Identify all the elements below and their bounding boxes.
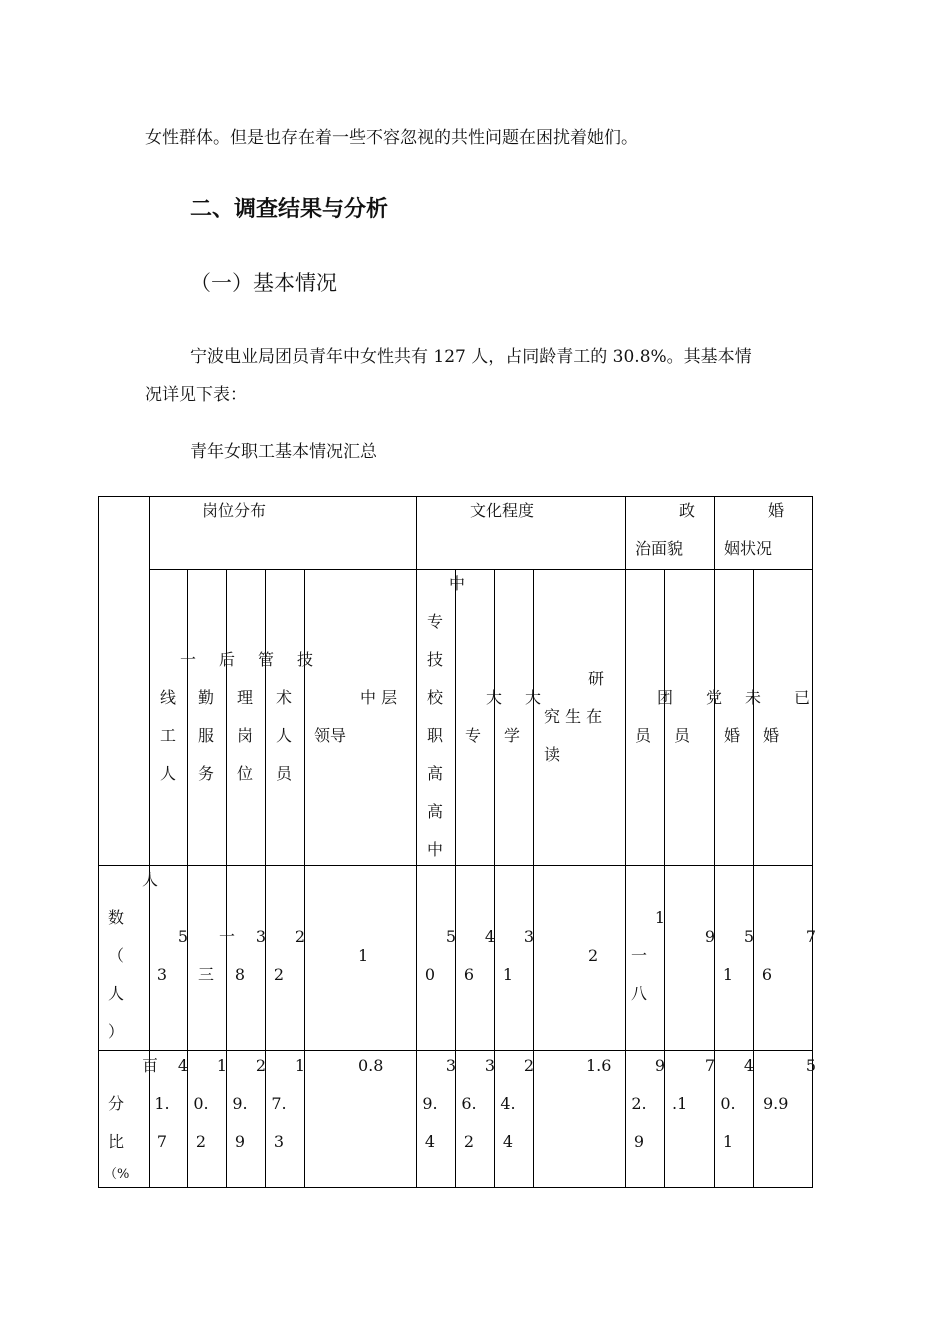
- percent-value: 3: [445, 1056, 457, 1075]
- count-value: 1: [654, 908, 666, 927]
- percent-value: 7: [704, 1056, 716, 1075]
- header-education: 文化程度: [470, 501, 535, 520]
- subheader-unmarried: 婚: [724, 726, 741, 745]
- row-label-count: 人: [141, 870, 158, 889]
- subheader-logistics: 勤 服 务: [197, 688, 214, 783]
- count-value: 6: [761, 965, 773, 984]
- count-value: 一 八: [630, 946, 647, 1003]
- count-value: 一: [218, 927, 235, 946]
- subheader-college: 大: [486, 688, 503, 707]
- count-value: 三: [197, 965, 214, 984]
- subheader-technical: 技: [296, 650, 313, 669]
- section-heading: 二、调查结果与分析: [190, 197, 389, 222]
- header-politics: 政: [679, 501, 696, 520]
- subheader-middle-mgmt: 领导: [314, 726, 347, 745]
- subheader-married: 婚: [763, 726, 780, 745]
- count-value: 9: [704, 927, 716, 946]
- percent-value: 7. 3: [271, 1094, 287, 1151]
- subheader-secondary: 专 技 校 职 高 高 中: [426, 612, 443, 859]
- count-value: 5: [177, 927, 189, 946]
- subheader-league: 团: [657, 688, 674, 707]
- count-value: 7: [805, 927, 817, 946]
- count-value: 4: [484, 927, 496, 946]
- subheader-married: 已: [794, 688, 811, 707]
- count-value: 6: [463, 965, 475, 984]
- percent-value: 0.8: [358, 1056, 384, 1075]
- subheader-management: 管: [257, 650, 274, 669]
- percent-value: 9. 4: [422, 1094, 438, 1151]
- row-label-percent: 百: [141, 1056, 158, 1075]
- count-value: 2: [294, 927, 306, 946]
- summary-table: [98, 496, 817, 1188]
- header-marriage: 婚: [768, 501, 785, 520]
- percent-value: 9. 9: [232, 1094, 248, 1151]
- subheader-graduate: 究 生 在: [544, 707, 603, 726]
- count-value: 1: [502, 965, 514, 984]
- subheader-graduate: 读: [544, 745, 561, 764]
- count-value: 0: [424, 965, 436, 984]
- paragraph-line: 宁波电业局团员青年中女性共有 127 人，占同龄青工的 30.8%。其基本情: [190, 347, 752, 367]
- percent-value: 6. 2: [461, 1094, 477, 1151]
- percent-value: 9.9: [763, 1094, 789, 1113]
- row-label-count: 数 （ 人 ）: [107, 908, 124, 1041]
- table-caption: 青年女职工基本情况汇总: [190, 442, 377, 462]
- percent-value: 2: [523, 1056, 535, 1075]
- subheader-graduate: 研: [588, 669, 605, 688]
- count-value: 3: [156, 965, 168, 984]
- count-value: 5: [445, 927, 457, 946]
- percent-value: 3: [484, 1056, 496, 1075]
- percent-value: 0. 2: [193, 1094, 209, 1151]
- percent-value: 1: [294, 1056, 306, 1075]
- count-value: 1: [722, 965, 734, 984]
- percent-value: 0. 1: [720, 1094, 736, 1151]
- percent-value: 4: [177, 1056, 189, 1075]
- subheader-middle-mgmt: 中 层: [360, 688, 398, 707]
- subheader-league: 员: [635, 726, 652, 745]
- percent-value: 4. 4: [500, 1094, 516, 1151]
- header-politics: 治面貌: [635, 539, 684, 558]
- percent-value: 5: [805, 1056, 817, 1075]
- percent-value: 1.6: [586, 1056, 612, 1075]
- row-label-percent: （%: [104, 1167, 130, 1182]
- subheader-university: 大: [525, 688, 542, 707]
- subheader-frontline: 一: [179, 650, 196, 669]
- count-value: 8: [234, 965, 246, 984]
- header-post: 岗位分布: [202, 501, 267, 520]
- body-text-line: 女性群体。但是也存在着一些不容忽视的共性问题在困扰着她们。: [145, 128, 638, 148]
- count-value: 2: [588, 946, 599, 965]
- count-value: 3: [255, 927, 267, 946]
- paragraph-line: 况详见下表：: [145, 385, 247, 405]
- subheader-unmarried: 未: [745, 688, 762, 707]
- count-value: 2: [273, 965, 285, 984]
- count-value: 1: [358, 946, 369, 965]
- subheader-logistics: 后: [218, 650, 235, 669]
- subheader-party: 党: [706, 688, 723, 707]
- row-label-percent: 分 比: [107, 1094, 124, 1151]
- subsection-heading: （一）基本情况: [190, 271, 337, 295]
- subheader-frontline: 线 工 人: [159, 688, 176, 783]
- subheader-college: 专: [465, 726, 482, 745]
- subheader-management: 理 岗 位: [236, 688, 253, 783]
- percent-value: 9: [654, 1056, 666, 1075]
- subheader-technical: 术 人 员: [275, 688, 292, 783]
- subheader-party: 员: [674, 726, 691, 745]
- percent-value: 4: [743, 1056, 755, 1075]
- subheader-secondary: 中: [448, 574, 465, 593]
- percent-value: 1: [216, 1056, 228, 1075]
- subheader-university: 学: [504, 726, 521, 745]
- header-marriage: 姻状况: [724, 539, 773, 558]
- percent-value: 1. 7: [154, 1094, 170, 1151]
- percent-value: .1: [672, 1094, 688, 1113]
- percent-value: 2. 9: [631, 1094, 647, 1151]
- count-value: 5: [743, 927, 755, 946]
- percent-value: 2: [255, 1056, 267, 1075]
- count-value: 3: [523, 927, 535, 946]
